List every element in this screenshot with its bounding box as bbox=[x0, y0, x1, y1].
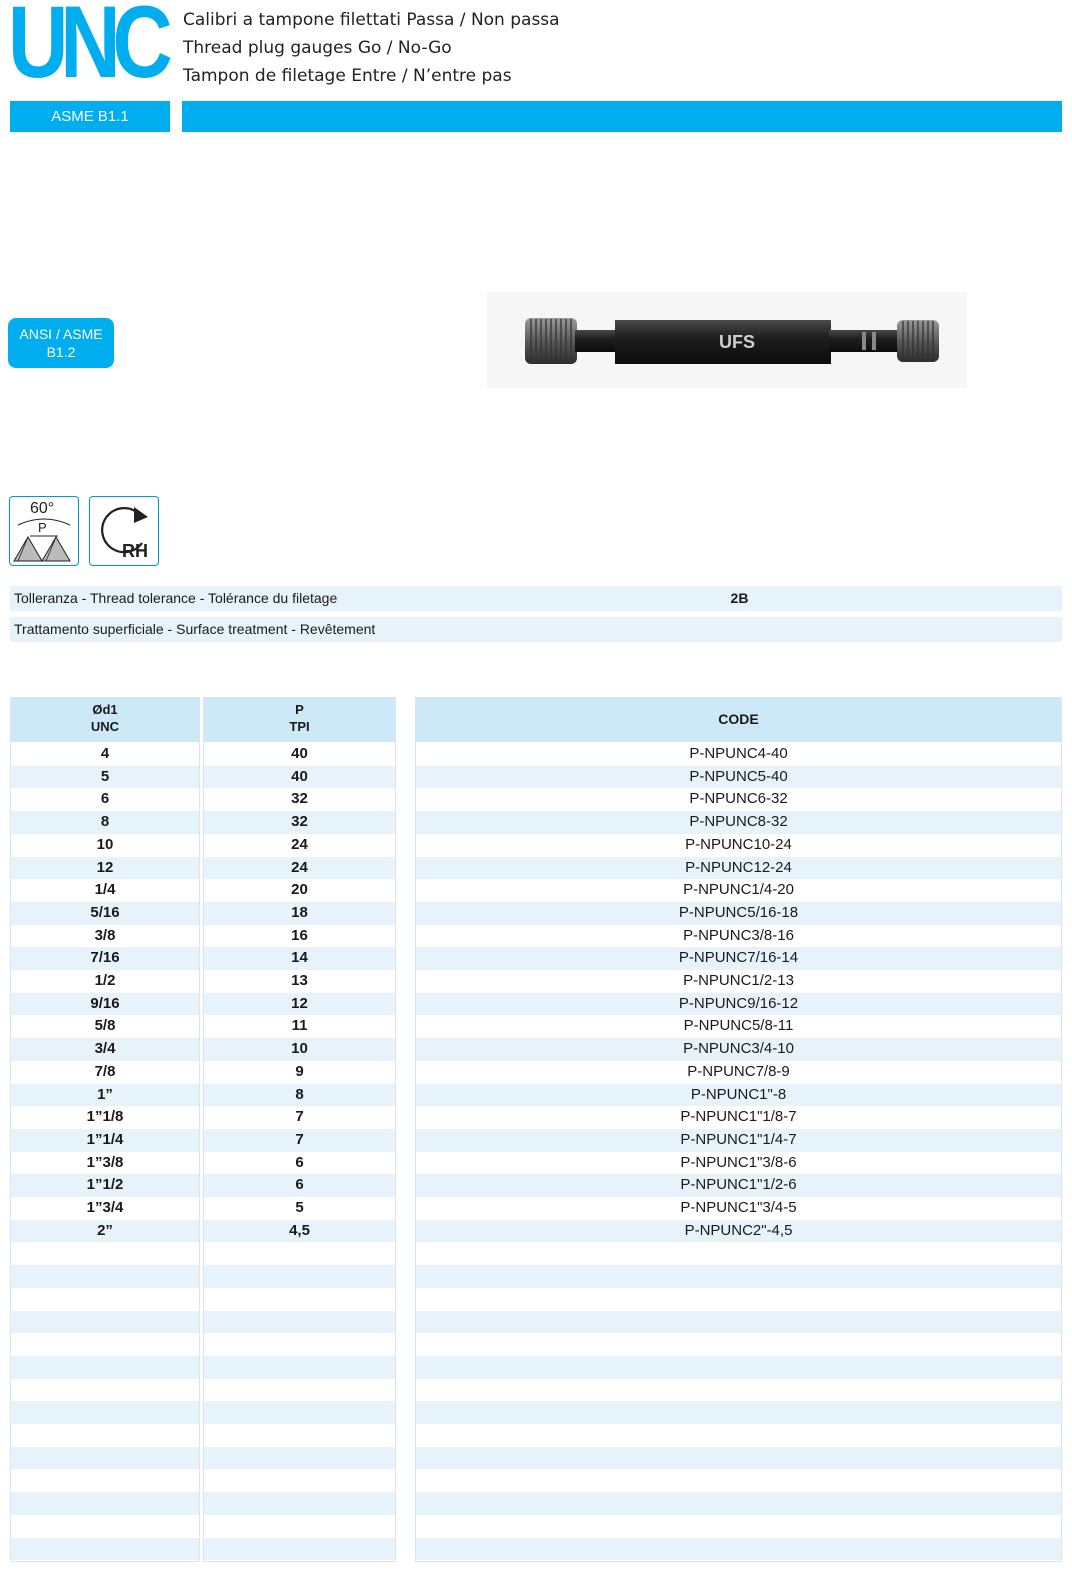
cell-p bbox=[203, 1515, 396, 1538]
cell-code bbox=[415, 1469, 1062, 1492]
unc-logo: UNC bbox=[8, 0, 165, 99]
cell-p bbox=[203, 1333, 396, 1356]
cell-p bbox=[203, 1311, 396, 1334]
cell-p: 16 bbox=[203, 925, 396, 948]
cell-code: P-NPUNC1"-8 bbox=[415, 1084, 1062, 1107]
header-code: CODE bbox=[415, 697, 1062, 742]
cell-d1: 1/4 bbox=[10, 879, 200, 902]
table-row-empty bbox=[0, 1288, 1062, 1311]
cell-code: P-NPUNC1"1/8-7 bbox=[415, 1106, 1062, 1129]
cell-code: P-NPUNC5/8-11 bbox=[415, 1015, 1062, 1038]
cell-p: 13 bbox=[203, 970, 396, 993]
subtitle-italian: Calibri a tampone filettati Passa / Non passa bbox=[183, 10, 560, 30]
cell-p bbox=[203, 1379, 396, 1402]
header-p-line1: P bbox=[295, 702, 304, 717]
table-row-empty bbox=[0, 1447, 1062, 1470]
table-row bbox=[0, 1152, 1062, 1175]
header-d1-line1: Ød1 bbox=[92, 702, 118, 717]
table-row-empty bbox=[0, 1333, 1062, 1356]
cell-code: P-NPUNC12-24 bbox=[415, 857, 1062, 880]
header-d1-line2: UNC bbox=[90, 719, 120, 734]
table-row bbox=[0, 1061, 1062, 1084]
cell-d1: 12 bbox=[10, 857, 200, 880]
cell-code: P-NPUNC3/4-10 bbox=[415, 1038, 1062, 1061]
cell-p: 32 bbox=[203, 788, 396, 811]
cell-p: 24 bbox=[203, 834, 396, 857]
cell-code: P-NPUNC7/16-14 bbox=[415, 947, 1062, 970]
cell-code: P-NPUNC5/16-18 bbox=[415, 902, 1062, 925]
cell-d1: 5/8 bbox=[10, 1015, 200, 1038]
cell-p: 18 bbox=[203, 902, 396, 925]
table-row bbox=[0, 788, 1062, 811]
table-row bbox=[0, 1015, 1062, 1038]
cell-d1: 5/16 bbox=[10, 902, 200, 925]
cell-d1: 6 bbox=[10, 788, 200, 811]
cell-d1: 5 bbox=[10, 766, 200, 789]
cell-p bbox=[203, 1538, 396, 1561]
angle-label: 60° bbox=[30, 500, 55, 517]
cell-code bbox=[415, 1515, 1062, 1538]
thread-plug-gauge-photo bbox=[487, 292, 967, 388]
cell-code bbox=[415, 1356, 1062, 1379]
cell-code: P-NPUNC4-40 bbox=[415, 743, 1062, 766]
table-row-empty bbox=[0, 1242, 1062, 1265]
table-row bbox=[0, 879, 1062, 902]
property-label: Trattamento superficiale - Surface treatment - Revêtement bbox=[10, 617, 418, 642]
table-row bbox=[0, 1106, 1062, 1129]
cell-code bbox=[415, 1379, 1062, 1402]
cell-p: 7 bbox=[203, 1129, 396, 1152]
table-row bbox=[0, 1174, 1062, 1197]
table-row-empty bbox=[0, 1492, 1062, 1515]
cell-code bbox=[415, 1401, 1062, 1424]
cell-code bbox=[415, 1492, 1062, 1515]
cell-p: 11 bbox=[203, 1015, 396, 1038]
table-row-empty bbox=[0, 1311, 1062, 1334]
cell-p: 4,5 bbox=[203, 1220, 396, 1243]
cell-d1 bbox=[10, 1242, 200, 1265]
cell-d1: 8 bbox=[10, 811, 200, 834]
cell-d1 bbox=[10, 1538, 200, 1561]
cell-d1: 1” bbox=[10, 1084, 200, 1107]
cell-code: P-NPUNC1/2-13 bbox=[415, 970, 1062, 993]
cell-code: P-NPUNC1/4-20 bbox=[415, 879, 1062, 902]
table-row bbox=[0, 1084, 1062, 1107]
table-row bbox=[0, 993, 1062, 1016]
cell-p: 32 bbox=[203, 811, 396, 834]
cell-d1 bbox=[10, 1515, 200, 1538]
property-row-tolerance bbox=[10, 586, 1062, 611]
cell-d1 bbox=[10, 1492, 200, 1515]
table-row bbox=[0, 1220, 1062, 1243]
cell-code bbox=[415, 1311, 1062, 1334]
table-row bbox=[0, 766, 1062, 789]
cell-p: 10 bbox=[203, 1038, 396, 1061]
header-d1 bbox=[10, 697, 200, 742]
cell-code: P-NPUNC1"3/4-5 bbox=[415, 1197, 1062, 1220]
cell-d1 bbox=[10, 1401, 200, 1424]
cell-code: P-NPUNC9/16-12 bbox=[415, 993, 1062, 1016]
cell-p: 40 bbox=[203, 743, 396, 766]
cell-d1: 1/2 bbox=[10, 970, 200, 993]
table-row bbox=[0, 1038, 1062, 1061]
cell-p: 12 bbox=[203, 993, 396, 1016]
cell-code bbox=[415, 1265, 1062, 1288]
table-row bbox=[0, 743, 1062, 766]
cell-p: 6 bbox=[203, 1174, 396, 1197]
cell-code: P-NPUNC6-32 bbox=[415, 788, 1062, 811]
pitch-label: P bbox=[38, 520, 47, 535]
cell-p: 40 bbox=[203, 766, 396, 789]
cell-p bbox=[203, 1265, 396, 1288]
table-row bbox=[0, 902, 1062, 925]
cell-d1: 2” bbox=[10, 1220, 200, 1243]
cell-d1: 1”3/8 bbox=[10, 1152, 200, 1175]
cell-p bbox=[203, 1242, 396, 1265]
cell-d1 bbox=[10, 1265, 200, 1288]
cell-d1: 10 bbox=[10, 834, 200, 857]
cell-p bbox=[203, 1356, 396, 1379]
table-row-empty bbox=[0, 1379, 1062, 1402]
cell-p: 6 bbox=[203, 1152, 396, 1175]
cell-d1: 1”1/4 bbox=[10, 1129, 200, 1152]
cell-p bbox=[203, 1401, 396, 1424]
ansi-asme-badge bbox=[8, 318, 114, 368]
cell-d1 bbox=[10, 1424, 200, 1447]
cell-code: P-NPUNC2"-4,5 bbox=[415, 1220, 1062, 1243]
table-row bbox=[0, 925, 1062, 948]
cell-code: P-NPUNC7/8-9 bbox=[415, 1061, 1062, 1084]
cell-p bbox=[203, 1447, 396, 1470]
cell-d1: 1”1/2 bbox=[10, 1174, 200, 1197]
cell-p bbox=[203, 1288, 396, 1311]
standard-tag: ASME B1.1 bbox=[10, 101, 170, 132]
cell-d1 bbox=[10, 1311, 200, 1334]
property-value bbox=[417, 617, 1062, 642]
table-row-empty bbox=[0, 1424, 1062, 1447]
cell-code: P-NPUNC1"1/4-7 bbox=[415, 1129, 1062, 1152]
cell-d1 bbox=[10, 1333, 200, 1356]
cell-code: P-NPUNC5-40 bbox=[415, 766, 1062, 789]
brand-mark: UFS bbox=[719, 332, 755, 352]
table-row-empty bbox=[0, 1356, 1062, 1379]
right-hand-thread-icon bbox=[89, 496, 159, 566]
header-p bbox=[203, 697, 396, 742]
cell-d1: 1”3/4 bbox=[10, 1197, 200, 1220]
cell-p: 5 bbox=[203, 1197, 396, 1220]
cell-code bbox=[415, 1447, 1062, 1470]
cell-d1 bbox=[10, 1447, 200, 1470]
property-row-treatment bbox=[10, 617, 1062, 642]
table-row-empty bbox=[0, 1265, 1062, 1288]
cell-code: P-NPUNC1"3/8-6 bbox=[415, 1152, 1062, 1175]
cell-p: 8 bbox=[203, 1084, 396, 1107]
cell-d1: 9/16 bbox=[10, 993, 200, 1016]
table-row bbox=[0, 1129, 1062, 1152]
cell-code: P-NPUNC10-24 bbox=[415, 834, 1062, 857]
table-row-empty bbox=[0, 1469, 1062, 1492]
cell-d1 bbox=[10, 1356, 200, 1379]
header-bar bbox=[182, 101, 1062, 132]
table-row-empty bbox=[0, 1515, 1062, 1538]
cell-d1: 3/4 bbox=[10, 1038, 200, 1061]
cell-p: 7 bbox=[203, 1106, 396, 1129]
hand-label: RH bbox=[122, 541, 148, 561]
cell-d1 bbox=[10, 1379, 200, 1402]
cell-code: P-NPUNC1"1/2-6 bbox=[415, 1174, 1062, 1197]
badge-line-1: ANSI / ASME bbox=[19, 326, 103, 342]
subtitle-french: Tampon de filetage Entre / N’entre pas bbox=[183, 66, 512, 86]
table-row-empty bbox=[0, 1538, 1062, 1561]
cell-d1: 3/8 bbox=[10, 925, 200, 948]
cell-d1: 1”1/8 bbox=[10, 1106, 200, 1129]
cell-p bbox=[203, 1424, 396, 1447]
cell-code: P-NPUNC8-32 bbox=[415, 811, 1062, 834]
table-row bbox=[0, 811, 1062, 834]
table-row bbox=[0, 970, 1062, 993]
table-row bbox=[0, 947, 1062, 970]
cell-p: 14 bbox=[203, 947, 396, 970]
property-label: Tolleranza - Thread tolerance - Tolérance du filetage bbox=[10, 586, 418, 611]
header-p-line2: TPI bbox=[289, 719, 310, 734]
cell-code bbox=[415, 1333, 1062, 1356]
subtitle-english: Thread plug gauges Go / No-Go bbox=[183, 38, 452, 58]
cell-d1: 7/8 bbox=[10, 1061, 200, 1084]
cell-code: P-NPUNC3/8-16 bbox=[415, 925, 1062, 948]
badge-line-2: B1.2 bbox=[46, 344, 76, 360]
cell-p bbox=[203, 1492, 396, 1515]
thread-angle-60-icon bbox=[9, 496, 79, 566]
cell-p bbox=[203, 1469, 396, 1492]
cell-d1: 7/16 bbox=[10, 947, 200, 970]
cell-code bbox=[415, 1424, 1062, 1447]
cell-p: 20 bbox=[203, 879, 396, 902]
table-row bbox=[0, 857, 1062, 880]
cell-p: 9 bbox=[203, 1061, 396, 1084]
table-row bbox=[0, 1197, 1062, 1220]
cell-code bbox=[415, 1242, 1062, 1265]
table-row bbox=[0, 834, 1062, 857]
table-row-empty bbox=[0, 1401, 1062, 1424]
cell-d1: 4 bbox=[10, 743, 200, 766]
cell-p: 24 bbox=[203, 857, 396, 880]
cell-d1 bbox=[10, 1469, 200, 1492]
cell-code bbox=[415, 1538, 1062, 1561]
cell-code bbox=[415, 1288, 1062, 1311]
cell-d1 bbox=[10, 1288, 200, 1311]
property-value: 2B bbox=[417, 586, 1062, 611]
